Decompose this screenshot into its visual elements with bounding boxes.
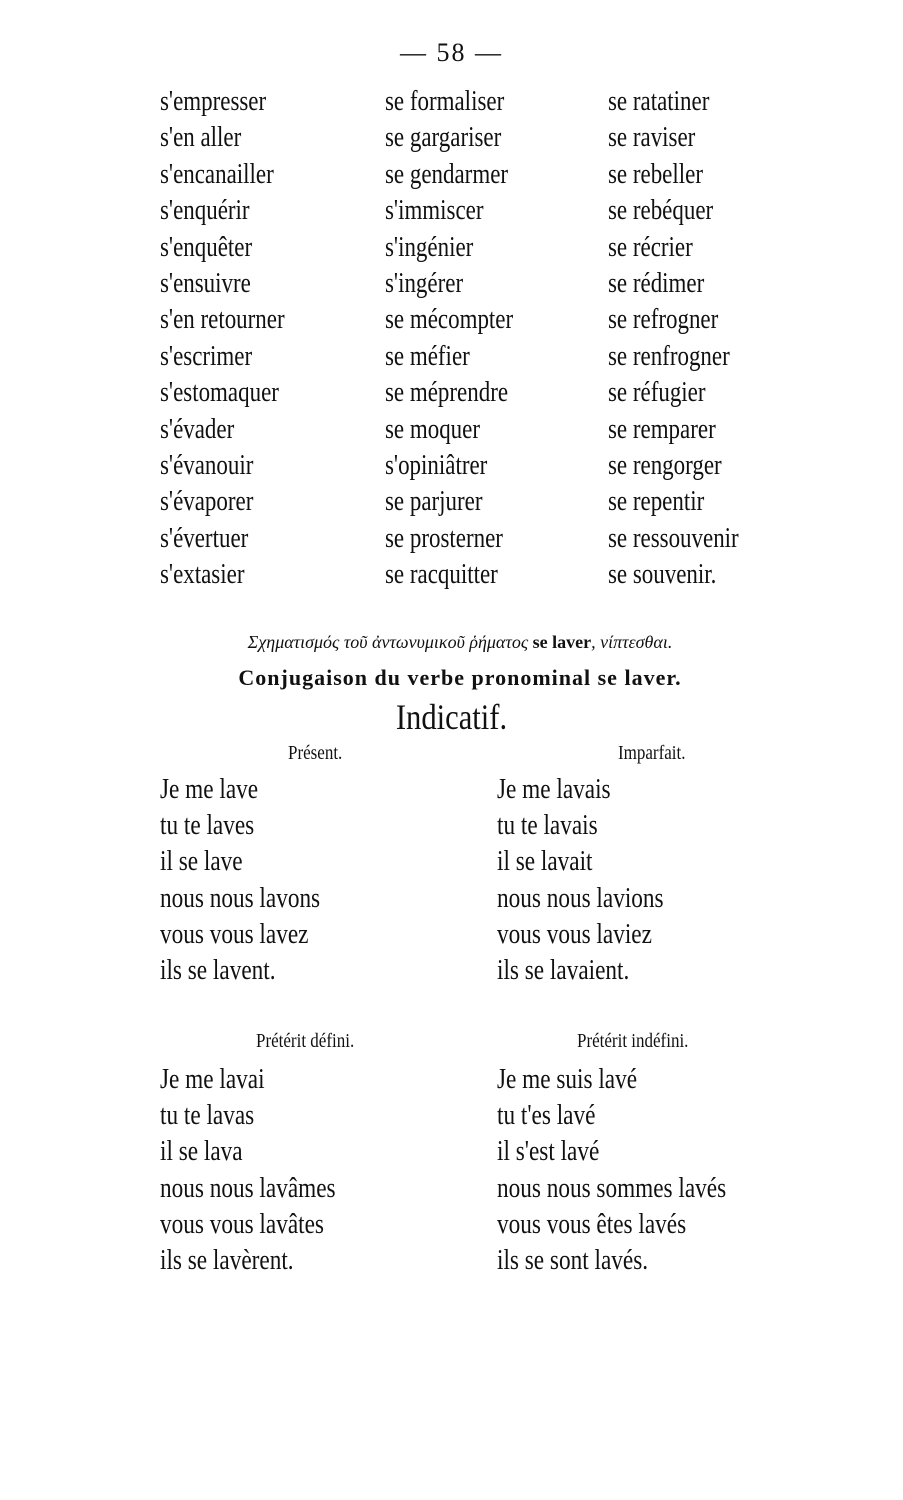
verb-list-item: s'escrimer: [160, 340, 253, 372]
verb-list-item: s'évanouir: [160, 450, 254, 482]
verb-list-item: s'enquêter: [160, 231, 253, 263]
conjugation-form: il se lavait: [497, 846, 593, 878]
conjugation-form: tu t'es lavé: [497, 1100, 596, 1132]
greek-heading-verb: se laver: [532, 632, 592, 652]
conjugation-form: vous vous lavâtes: [160, 1208, 324, 1240]
conjugation-form: nous nous lavions: [497, 882, 664, 914]
conjugation-form: vous vous êtes lavés: [497, 1208, 687, 1240]
verb-list-item: se parjurer: [385, 486, 483, 518]
verb-list-item: s'en aller: [160, 122, 242, 154]
conjugation-form: Je me lavai: [160, 1064, 265, 1095]
verb-list-item: s'en retourner: [160, 304, 285, 336]
verb-list-item: se raviser: [608, 122, 696, 154]
conjugation-imparfait: [497, 772, 664, 989]
conjugation-form: ils se lavent.: [160, 955, 276, 987]
verb-list-item: se racquitter: [385, 559, 498, 591]
page-number: — 58 —: [400, 38, 503, 67]
tense-label-imparfait: Imparfait.: [618, 742, 686, 764]
verb-list-item: se méprendre: [385, 377, 509, 409]
greek-heading-post: , νίπτεσθαι.: [591, 632, 673, 652]
greek-heading: [160, 632, 760, 653]
conjugation-form: nous nous lavons: [160, 882, 321, 914]
conjugation-form: Je me lave: [160, 774, 259, 805]
conjugation-form: tu te lavas: [160, 1100, 255, 1132]
verb-list-item: se repentir: [608, 486, 705, 518]
conjugation-form: tu te laves: [160, 810, 255, 842]
verb-list-item: se gendarmer: [385, 158, 509, 190]
verb-list-item: se récrier: [608, 231, 693, 263]
verb-list-item: se moquer: [385, 413, 481, 445]
verb-list-item: se remparer: [608, 413, 716, 445]
verb-list-item: se renfrogner: [608, 340, 730, 372]
conjugation-heading: Conjugaison du verbe pronominal se laver.: [238, 665, 682, 690]
verb-list-item: se gargariser: [385, 122, 502, 154]
verb-list-item: s'ensuivre: [160, 268, 251, 300]
verb-list-item: se formaliser: [385, 86, 505, 117]
verb-list-item: se méfier: [385, 340, 470, 372]
verb-list-item: se rebéquer: [608, 195, 714, 227]
conjugation-form: ils se lavaient.: [497, 955, 630, 987]
verb-list-item: s'encanailler: [160, 158, 274, 190]
conjugation-form: nous nous sommes lavés: [497, 1172, 727, 1204]
conjugation-preterit-indefini: [497, 1062, 726, 1279]
verb-list-item: se ratatiner: [608, 86, 710, 117]
conjugation-form: vous vous laviez: [497, 918, 652, 950]
verb-list-item: se ressouvenir: [608, 522, 739, 554]
greek-heading-pre: Σχηματισμός τοῦ ἀντωνυμικοῦ ῥήματος: [247, 632, 529, 652]
verb-list-item: se rebeller: [608, 158, 703, 190]
conjugation-form: nous nous lavâmes: [160, 1172, 336, 1204]
verb-list-item: s'opiniâtrer: [385, 450, 488, 482]
tense-label-preterit-indefini: Prétérit indéfini.: [577, 1030, 689, 1052]
verb-list-item: se réfugier: [608, 377, 706, 409]
conjugation-preterit-defini: [160, 1062, 336, 1279]
verb-list-item: se souvenir.: [608, 559, 717, 591]
verb-list-item: se mécompter: [385, 304, 514, 336]
verb-list-item: se refrogner: [608, 304, 719, 336]
verb-list-item: s'empresser: [160, 86, 267, 117]
verb-list-item: s'immiscer: [385, 195, 484, 227]
verb-list-item: s'ingérer: [385, 268, 464, 300]
verb-list-item: s'extasier: [160, 559, 245, 591]
verb-list-column-3: [608, 84, 739, 594]
verb-list-item: s'ingénier: [385, 231, 474, 263]
verb-list-item: s'évaporer: [160, 486, 254, 518]
verb-list-column-2: [385, 84, 513, 594]
verb-list-item: s'évertuer: [160, 522, 249, 554]
verb-list-item: se rédimer: [608, 268, 705, 300]
conjugation-form: vous vous lavez: [160, 918, 309, 950]
conjugation-form: ils se lavèrent.: [160, 1245, 294, 1277]
verb-list-item: se rengorger: [608, 450, 722, 482]
conjugation-form: tu te lavais: [497, 810, 598, 842]
verb-list-item: se prosterner: [385, 522, 503, 554]
conjugation-form: Je me lavais: [497, 774, 611, 805]
conjugation-form: Je me suis lavé: [497, 1064, 638, 1095]
conjugation-present: [160, 772, 320, 989]
tense-label-preterit-defini: Prétérit défini.: [256, 1030, 355, 1052]
verb-list-item: s'estomaquer: [160, 377, 279, 409]
conjugation-form: il se lave: [160, 846, 243, 878]
verb-list-item: s'évader: [160, 413, 235, 445]
tense-label-present: Présent.: [288, 742, 343, 764]
conjugation-form: il s'est lavé: [497, 1136, 600, 1168]
conjugation-form: ils se sont lavés.: [497, 1245, 649, 1277]
verb-list-column-1: [160, 84, 285, 594]
verb-list-item: s'enquérir: [160, 195, 250, 227]
conjugation-form: il se lava: [160, 1136, 243, 1168]
mood-title: Indicatif.: [395, 697, 508, 737]
